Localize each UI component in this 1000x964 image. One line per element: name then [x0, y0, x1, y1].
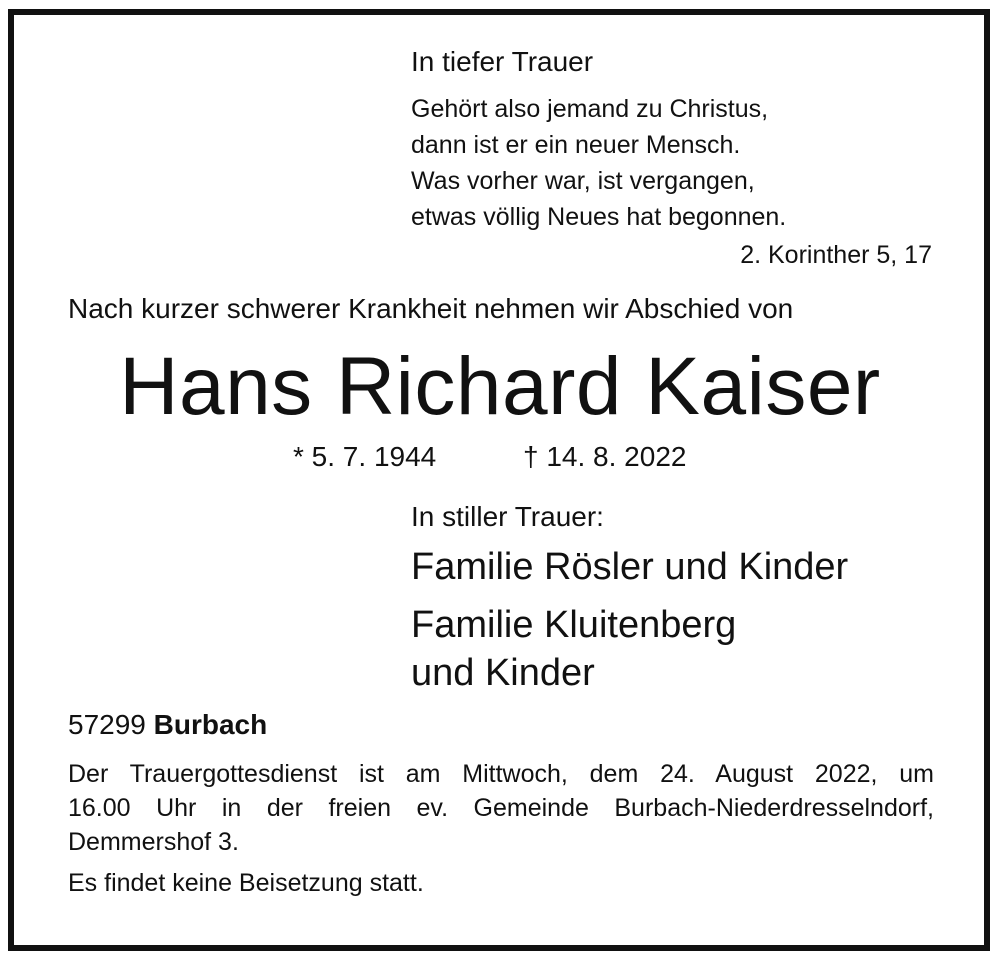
mourner-family: Familie Rösler und Kinder	[411, 546, 849, 588]
place	[68, 709, 267, 741]
deceased-name: Hans Richard Kaiser	[119, 341, 881, 432]
mourner-family: Familie Kluitenberg	[411, 604, 737, 646]
verse-line: Gehört also jemand zu Christus,	[411, 95, 769, 123]
burial-note: Es findet keine Beisetzung statt.	[68, 869, 424, 897]
birth-date: * 5. 7. 1944	[293, 441, 437, 472]
notice-header: In tiefer Trauer	[411, 46, 594, 77]
service-line: 16.00 Uhr in der freien ev. Gemeinde Burbach-Niederdresselndorf,	[68, 794, 934, 822]
mourner-family: und Kinder	[411, 652, 595, 694]
mourners-label: In stiller Trauer:	[411, 501, 604, 532]
verse-reference: 2. Korinther 5, 17	[740, 241, 932, 269]
intro-text: Nach kurzer schwerer Krankheit nehmen wir Abschied von	[68, 293, 794, 324]
service-line: Der Trauergottesdienst ist am Mittwoch, dem 24. August 2022, um	[68, 760, 934, 788]
death-date: † 14. 8. 2022	[523, 441, 687, 472]
verse-line: etwas völlig Neues hat begonnen.	[411, 203, 787, 231]
city-name: Burbach	[153, 709, 268, 740]
verse-line: Was vorher war, ist vergangen,	[411, 167, 755, 195]
postal-code: 57299	[68, 709, 146, 740]
bible-verse	[411, 91, 786, 235]
service-line: Demmershof 3.	[68, 828, 239, 856]
verse-line: dann ist er ein neuer Mensch.	[411, 131, 741, 159]
service-details	[68, 757, 934, 859]
